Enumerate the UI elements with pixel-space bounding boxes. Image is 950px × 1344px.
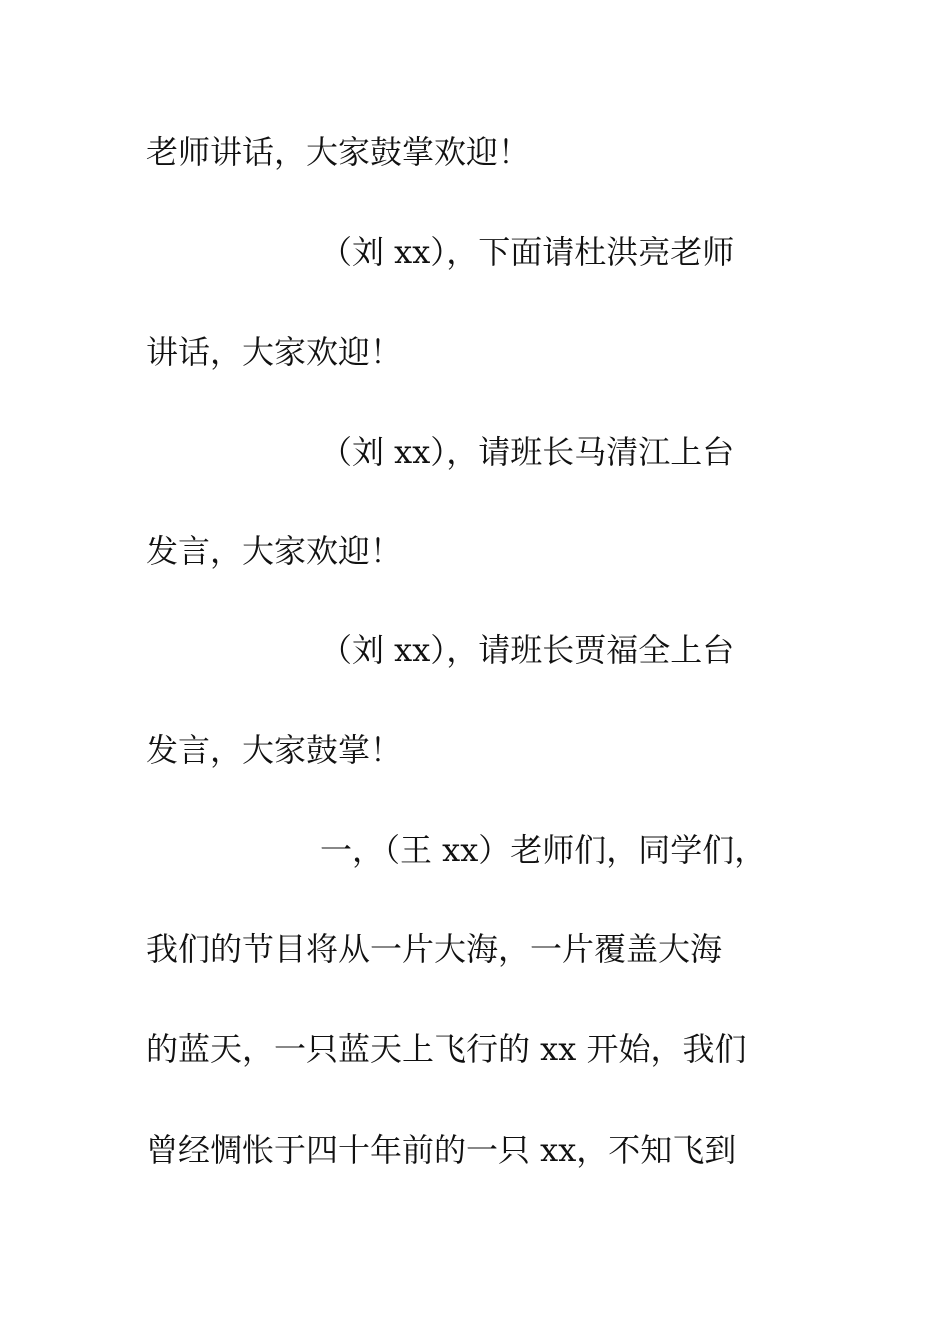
paragraph-line-10: 的蓝天，一只蓝天上飞行的 xx 开始，我们	[146, 1030, 747, 1068]
paragraph-line-2: （刘 xx），下面请杜洪亮老师	[320, 233, 735, 271]
paragraph-line-1: 老师讲话，大家鼓掌欢迎！	[146, 133, 531, 171]
paragraph-line-7: 发言，大家鼓掌！	[146, 731, 403, 769]
paragraph-line-11: 曾经惆怅于四十年前的一只 xx，不知飞到	[146, 1131, 737, 1169]
paragraph-line-3: 讲话，大家欢迎！	[146, 333, 403, 371]
paragraph-line-4: （刘 xx），请班长马清江上台	[320, 433, 735, 471]
paragraph-line-5: 发言，大家欢迎！	[146, 532, 403, 570]
paragraph-line-9: 我们的节目将从一片大海，一片覆盖大海	[146, 930, 723, 968]
paragraph-line-8: 一，（王 xx）老师们，同学们，	[320, 831, 767, 869]
paragraph-line-6: （刘 xx），请班长贾福全上台	[320, 631, 735, 669]
